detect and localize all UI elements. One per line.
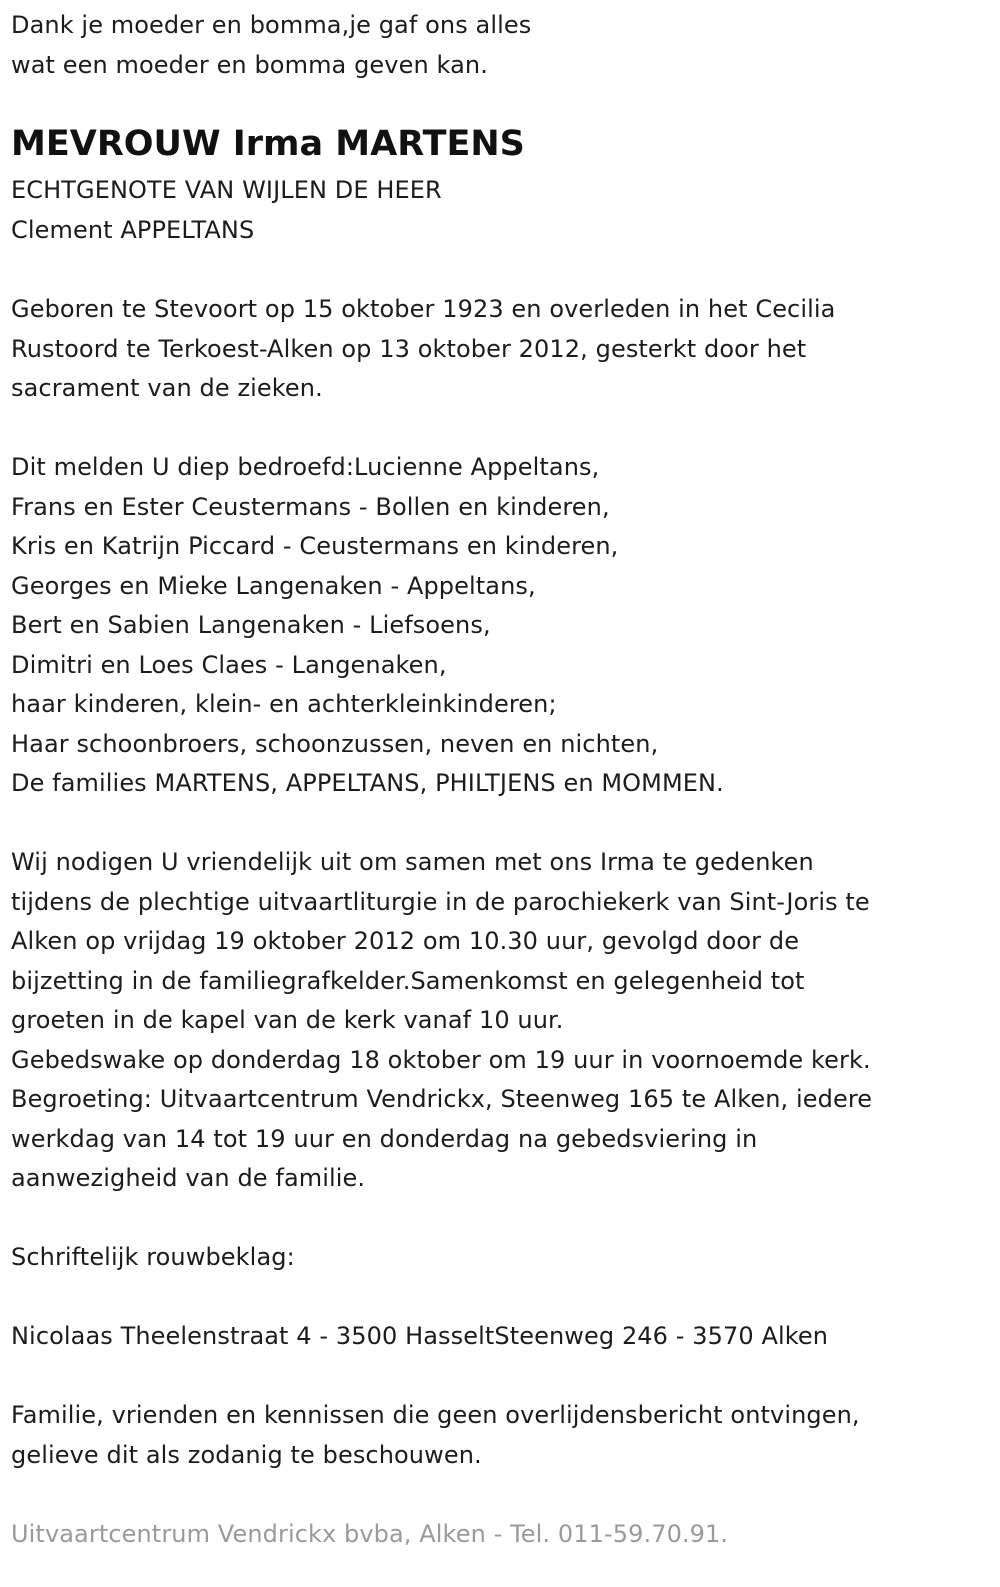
notice-line: Familie, vrienden en kennissen die geen overlijdensbericht ontvingen, xyxy=(11,1401,860,1429)
ceremony-line: Gebedswake op donderdag 18 oktober om 19 uur in voornoemde kerk. xyxy=(11,1045,871,1074)
family-line: Dit melden U diep bedroefd:Lucienne Appeltans, xyxy=(11,453,600,481)
condolences-label: Schriftelijk rouwbeklag: xyxy=(11,1243,295,1271)
birth-line: Rustoord te Terkoest-Alken op 13 oktober 2012, gesterkt door het xyxy=(11,334,807,363)
family-line: Haar schoonbroers, schoonzussen, neven en nichten, xyxy=(11,729,659,758)
condolences-address: Nicolaas Theelenstraat 4 - 3500 HasseltSteenweg 246 - 3570 Alken xyxy=(11,1322,829,1350)
family-list xyxy=(11,448,724,804)
ceremony-line: groeten in de kapel van de kerk vanaf 10 uur. xyxy=(11,1006,564,1034)
family-line: Frans en Ester Ceustermans - Bollen en kinderen, xyxy=(11,492,610,521)
intro-line: Dank je moeder en bomma,je gaf ons alles xyxy=(11,11,532,39)
family-line: Georges en Mieke Langenaken - Appeltans, xyxy=(11,571,536,600)
ceremony-line: bijzetting in de familiegrafkelder.Samenkomst en gelegenheid tot xyxy=(11,966,805,995)
spouse-line: Clement APPELTANS xyxy=(11,215,255,244)
ceremony-line: Begroeting: Uitvaartcentrum Vendrickx, Steenweg 165 te Alken, iedere xyxy=(11,1085,873,1113)
ceremony-paragraph xyxy=(11,843,872,1199)
notice-paragraph xyxy=(11,1396,860,1475)
ceremony-line: werkdag van 14 tot 19 uur en donderdag na gebedsviering in xyxy=(11,1124,758,1153)
deceased-name: MEVROUW Irma MARTENS xyxy=(11,124,525,164)
family-line: Kris en Katrijn Piccard - Ceustermans en kinderen, xyxy=(11,532,619,560)
birth-line: Geboren te Stevoort op 15 oktober 1923 en overleden in het Cecilia xyxy=(11,295,836,323)
funeral-home-footer: Uitvaartcentrum Vendrickx bvba, Alken - Tel. 011-59.70.91. xyxy=(11,1520,729,1548)
ceremony-line: tijdens de plechtige uitvaartliturgie in de parochiekerk van Sint-Joris te xyxy=(11,887,870,916)
ceremony-line: Alken op vrijdag 19 oktober 2012 om 10.30 uur, gevolgd door de xyxy=(11,927,800,955)
birth-line: sacrament van de zieken. xyxy=(11,374,323,402)
notice-line: gelieve dit als zodanig te beschouwen. xyxy=(11,1440,482,1469)
intro-verse xyxy=(11,6,531,85)
ceremony-line: aanwezigheid van de familie. xyxy=(11,1164,366,1192)
family-line: Dimitri en Loes Claes - Langenaken, xyxy=(11,650,447,679)
family-line: De families MARTENS, APPELTANS, PHILTJENS en MOMMEN. xyxy=(11,769,724,797)
ceremony-line: Wij nodigen U vriendelijk uit om samen met ons Irma te gedenken xyxy=(11,848,814,876)
spouse-line: ECHTGENOTE VAN WIJLEN DE HEER xyxy=(11,176,442,204)
spouse-info xyxy=(11,171,442,250)
family-line: haar kinderen, klein- en achterkleinkinderen; xyxy=(11,690,557,718)
family-line: Bert en Sabien Langenaken - Liefsoens, xyxy=(11,611,491,639)
intro-line: wat een moeder en bomma geven kan. xyxy=(11,50,488,79)
birth-death-paragraph xyxy=(11,290,835,409)
